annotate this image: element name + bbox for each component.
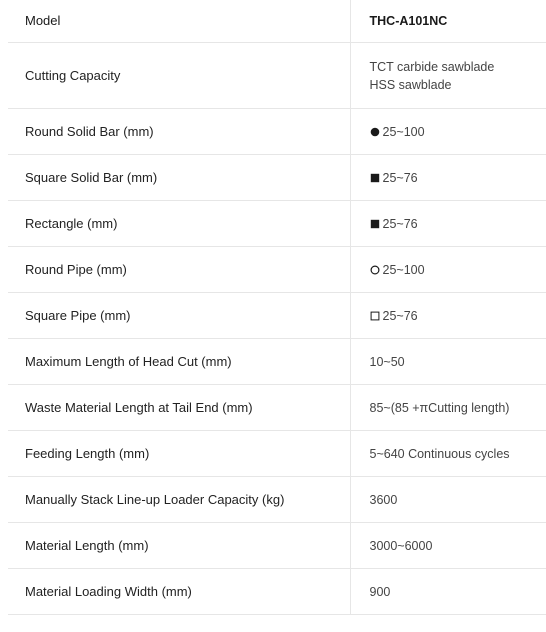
row-value: 85~(85 +πCutting length) — [350, 385, 546, 431]
row-label: Maximum Length of Head Cut (mm) — [8, 339, 350, 385]
table-row — [8, 247, 546, 293]
table-row-cutting-capacity — [8, 43, 546, 109]
row-label: Round Pipe (mm) — [8, 247, 350, 293]
table-row — [8, 201, 546, 247]
model-label: Model — [8, 0, 350, 43]
table-row — [8, 431, 546, 477]
row-value — [350, 247, 546, 293]
row-value: 5~640 Continuous cycles — [350, 431, 546, 477]
filled-square-icon — [370, 173, 380, 183]
row-label: Manually Stack Line-up Loader Capacity (kg) — [8, 477, 350, 523]
table-row — [8, 477, 546, 523]
hollow-circle-icon — [370, 265, 380, 275]
row-value-text: 25~100 — [382, 262, 425, 277]
row-value — [350, 155, 546, 201]
row-label: Rectangle (mm) — [8, 201, 350, 247]
row-label: Material Loading Width (mm) — [8, 569, 350, 615]
cutting-capacity-value — [350, 43, 546, 109]
row-value-text: 25~100 — [382, 124, 425, 139]
table-row — [8, 293, 546, 339]
sawblade-type-tct: TCT carbide sawblade — [369, 59, 495, 74]
table-row — [8, 523, 546, 569]
sawblade-type-hss: HSS sawblade — [369, 77, 452, 92]
filled-circle-icon — [370, 127, 380, 137]
row-label: Feeding Length (mm) — [8, 431, 350, 477]
row-label: Square Pipe (mm) — [8, 293, 350, 339]
hollow-square-icon — [370, 311, 380, 321]
row-value: 3600 — [350, 477, 546, 523]
table-row — [8, 339, 546, 385]
cutting-capacity-label: Cutting Capacity — [8, 43, 350, 109]
table-header-row — [8, 0, 546, 43]
row-label: Square Solid Bar (mm) — [8, 155, 350, 201]
row-label: Waste Material Length at Tail End (mm) — [8, 385, 350, 431]
filled-square-icon — [370, 219, 380, 229]
row-value: 10~50 — [350, 339, 546, 385]
table-row — [8, 385, 546, 431]
table-row — [8, 569, 546, 615]
row-value-text: 25~76 — [382, 170, 418, 185]
table-row — [8, 155, 546, 201]
row-label: Round Solid Bar (mm) — [8, 109, 350, 155]
row-value-text: 25~76 — [382, 216, 418, 231]
row-value-text: 25~76 — [382, 308, 418, 323]
table-row — [8, 109, 546, 155]
model-value: THC-A101NC — [350, 0, 546, 43]
row-value — [350, 201, 546, 247]
specification-table — [8, 0, 546, 615]
row-value — [350, 109, 546, 155]
row-value — [350, 293, 546, 339]
row-value: 900 — [350, 569, 546, 615]
row-value: 3000~6000 — [350, 523, 546, 569]
row-label: Material Length (mm) — [8, 523, 350, 569]
